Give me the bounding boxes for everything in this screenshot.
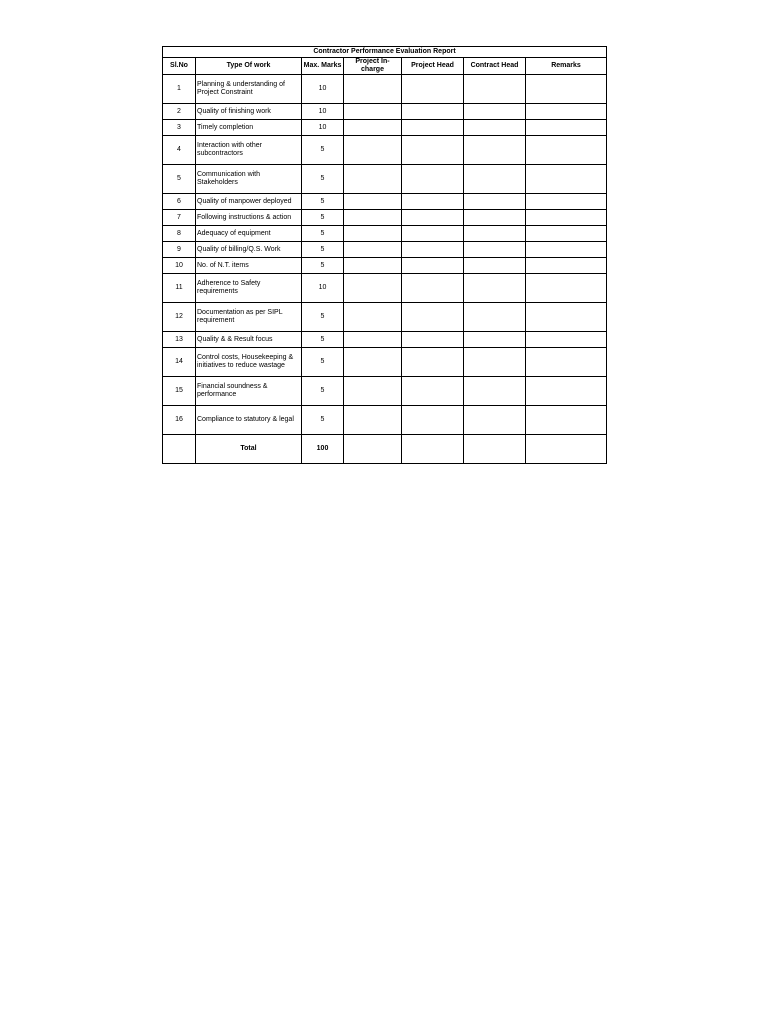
row-type-of-work: Planning & understanding of Project Constraint xyxy=(196,75,302,104)
cell-project-head[interactable] xyxy=(402,303,464,332)
row-type-of-work: Quality of billing/Q.S. Work xyxy=(196,242,302,258)
row-type-of-work: Financial soundness & performance xyxy=(196,377,302,406)
row-sl-no: 1 xyxy=(163,75,196,104)
table-row xyxy=(163,242,607,258)
table-row xyxy=(163,75,607,104)
cell-project-head[interactable] xyxy=(402,75,464,104)
cell-project-head[interactable] xyxy=(402,332,464,348)
cell-remarks[interactable] xyxy=(526,104,607,120)
row-sl-no: 15 xyxy=(163,377,196,406)
row-type-of-work: Interaction with other subcontractors xyxy=(196,136,302,165)
row-max-marks: 10 xyxy=(302,274,344,303)
cell-contract-head[interactable] xyxy=(464,165,526,194)
row-max-marks: 5 xyxy=(302,226,344,242)
row-sl-no: 4 xyxy=(163,136,196,165)
evaluation-report-table xyxy=(162,46,607,464)
cell-remarks[interactable] xyxy=(526,377,607,406)
cell-contract-head[interactable] xyxy=(464,242,526,258)
header-project-head: Project Head xyxy=(402,58,464,75)
row-max-marks: 5 xyxy=(302,377,344,406)
row-sl-no: 14 xyxy=(163,348,196,377)
total-project-head[interactable] xyxy=(402,435,464,464)
table-row xyxy=(163,303,607,332)
cell-contract-head[interactable] xyxy=(464,136,526,165)
cell-project-head[interactable] xyxy=(402,210,464,226)
cell-remarks[interactable] xyxy=(526,258,607,274)
row-type-of-work: Quality of manpower deployed xyxy=(196,194,302,210)
cell-contract-head[interactable] xyxy=(464,332,526,348)
row-max-marks: 5 xyxy=(302,258,344,274)
table-row xyxy=(163,226,607,242)
report-title: Contractor Performance Evaluation Report xyxy=(163,47,607,58)
cell-project-incharge[interactable] xyxy=(344,406,402,435)
cell-contract-head[interactable] xyxy=(464,303,526,332)
row-max-marks: 5 xyxy=(302,303,344,332)
cell-project-head[interactable] xyxy=(402,120,464,136)
cell-project-head[interactable] xyxy=(402,242,464,258)
total-remarks[interactable] xyxy=(526,435,607,464)
total-sl-empty xyxy=(163,435,196,464)
cell-project-incharge[interactable] xyxy=(344,377,402,406)
cell-project-incharge[interactable] xyxy=(344,332,402,348)
cell-remarks[interactable] xyxy=(526,303,607,332)
header-type-of-work: Type Of work xyxy=(196,58,302,75)
header-sl-no: Sl.No xyxy=(163,58,196,75)
table-row xyxy=(163,274,607,303)
row-max-marks: 10 xyxy=(302,120,344,136)
cell-remarks[interactable] xyxy=(526,210,607,226)
header-contract-head: Contract Head xyxy=(464,58,526,75)
cell-remarks[interactable] xyxy=(526,165,607,194)
row-type-of-work: Documentation as per SIPL requirement xyxy=(196,303,302,332)
total-project-incharge[interactable] xyxy=(344,435,402,464)
row-max-marks: 5 xyxy=(302,136,344,165)
cell-remarks[interactable] xyxy=(526,75,607,104)
table-row xyxy=(163,258,607,274)
row-type-of-work: Timely completion xyxy=(196,120,302,136)
cell-project-head[interactable] xyxy=(402,165,464,194)
cell-contract-head[interactable] xyxy=(464,258,526,274)
total-max-marks: 100 xyxy=(302,435,344,464)
row-sl-no: 9 xyxy=(163,242,196,258)
table-row xyxy=(163,194,607,210)
row-type-of-work: Quality of finishing work xyxy=(196,104,302,120)
cell-contract-head[interactable] xyxy=(464,210,526,226)
cell-project-head[interactable] xyxy=(402,377,464,406)
row-type-of-work: Adequacy of equipment xyxy=(196,226,302,242)
row-sl-no: 11 xyxy=(163,274,196,303)
row-type-of-work: Communication with Stakeholders xyxy=(196,165,302,194)
total-row xyxy=(163,435,607,464)
cell-project-incharge[interactable] xyxy=(344,303,402,332)
table-row xyxy=(163,165,607,194)
header-max-marks: Max. Marks xyxy=(302,58,344,75)
cell-project-head[interactable] xyxy=(402,194,464,210)
cell-remarks[interactable] xyxy=(526,136,607,165)
header-remarks: Remarks xyxy=(526,58,607,75)
row-type-of-work: No. of N.T. items xyxy=(196,258,302,274)
table-row xyxy=(163,210,607,226)
cell-contract-head[interactable] xyxy=(464,226,526,242)
cell-remarks[interactable] xyxy=(526,120,607,136)
cell-remarks[interactable] xyxy=(526,406,607,435)
row-type-of-work: Adherence to Safety requirements xyxy=(196,274,302,303)
row-sl-no: 6 xyxy=(163,194,196,210)
cell-project-incharge[interactable] xyxy=(344,210,402,226)
row-max-marks: 5 xyxy=(302,242,344,258)
cell-remarks[interactable] xyxy=(526,194,607,210)
cell-contract-head[interactable] xyxy=(464,377,526,406)
row-sl-no: 2 xyxy=(163,104,196,120)
cell-contract-head[interactable] xyxy=(464,274,526,303)
row-max-marks: 5 xyxy=(302,406,344,435)
table-row xyxy=(163,104,607,120)
total-contract-head[interactable] xyxy=(464,435,526,464)
cell-project-head[interactable] xyxy=(402,348,464,377)
cell-project-incharge[interactable] xyxy=(344,75,402,104)
row-sl-no: 16 xyxy=(163,406,196,435)
cell-project-incharge[interactable] xyxy=(344,226,402,242)
row-sl-no: 3 xyxy=(163,120,196,136)
cell-project-incharge[interactable] xyxy=(344,120,402,136)
row-sl-no: 12 xyxy=(163,303,196,332)
cell-contract-head[interactable] xyxy=(464,348,526,377)
row-type-of-work: Compliance to statutory & legal xyxy=(196,406,302,435)
cell-project-incharge[interactable] xyxy=(344,104,402,120)
cell-project-incharge[interactable] xyxy=(344,242,402,258)
cell-remarks[interactable] xyxy=(526,348,607,377)
cell-contract-head[interactable] xyxy=(464,104,526,120)
row-sl-no: 13 xyxy=(163,332,196,348)
cell-remarks[interactable] xyxy=(526,274,607,303)
row-max-marks: 10 xyxy=(302,104,344,120)
cell-project-incharge[interactable] xyxy=(344,348,402,377)
table-row xyxy=(163,120,607,136)
cell-project-head[interactable] xyxy=(402,274,464,303)
cell-project-head[interactable] xyxy=(402,136,464,165)
cell-project-head[interactable] xyxy=(402,104,464,120)
cell-project-incharge[interactable] xyxy=(344,274,402,303)
row-sl-no: 7 xyxy=(163,210,196,226)
cell-project-head[interactable] xyxy=(402,226,464,242)
table-row xyxy=(163,348,607,377)
row-max-marks: 5 xyxy=(302,332,344,348)
row-type-of-work: Quality & & Result focus xyxy=(196,332,302,348)
cell-project-incharge[interactable] xyxy=(344,136,402,165)
row-type-of-work: Following instructions & action xyxy=(196,210,302,226)
cell-remarks[interactable] xyxy=(526,242,607,258)
cell-remarks[interactable] xyxy=(526,226,607,242)
cell-contract-head[interactable] xyxy=(464,194,526,210)
row-type-of-work: Control costs, Housekeeping & initiatives to reduce wastage xyxy=(196,348,302,377)
cell-project-incharge[interactable] xyxy=(344,165,402,194)
table-row xyxy=(163,136,607,165)
row-sl-no: 8 xyxy=(163,226,196,242)
table-row xyxy=(163,406,607,435)
row-max-marks: 5 xyxy=(302,348,344,377)
cell-contract-head[interactable] xyxy=(464,120,526,136)
cell-project-head[interactable] xyxy=(402,258,464,274)
row-sl-no: 10 xyxy=(163,258,196,274)
cell-contract-head[interactable] xyxy=(464,75,526,104)
table-row xyxy=(163,377,607,406)
total-label: Total xyxy=(196,435,302,464)
cell-remarks[interactable] xyxy=(526,332,607,348)
table-row xyxy=(163,332,607,348)
cell-project-incharge[interactable] xyxy=(344,258,402,274)
header-project-incharge: Project In-charge xyxy=(344,58,402,75)
cell-project-head[interactable] xyxy=(402,406,464,435)
row-max-marks: 5 xyxy=(302,194,344,210)
row-max-marks: 5 xyxy=(302,210,344,226)
row-max-marks: 10 xyxy=(302,75,344,104)
cell-project-incharge[interactable] xyxy=(344,194,402,210)
row-sl-no: 5 xyxy=(163,165,196,194)
cell-contract-head[interactable] xyxy=(464,406,526,435)
row-max-marks: 5 xyxy=(302,165,344,194)
